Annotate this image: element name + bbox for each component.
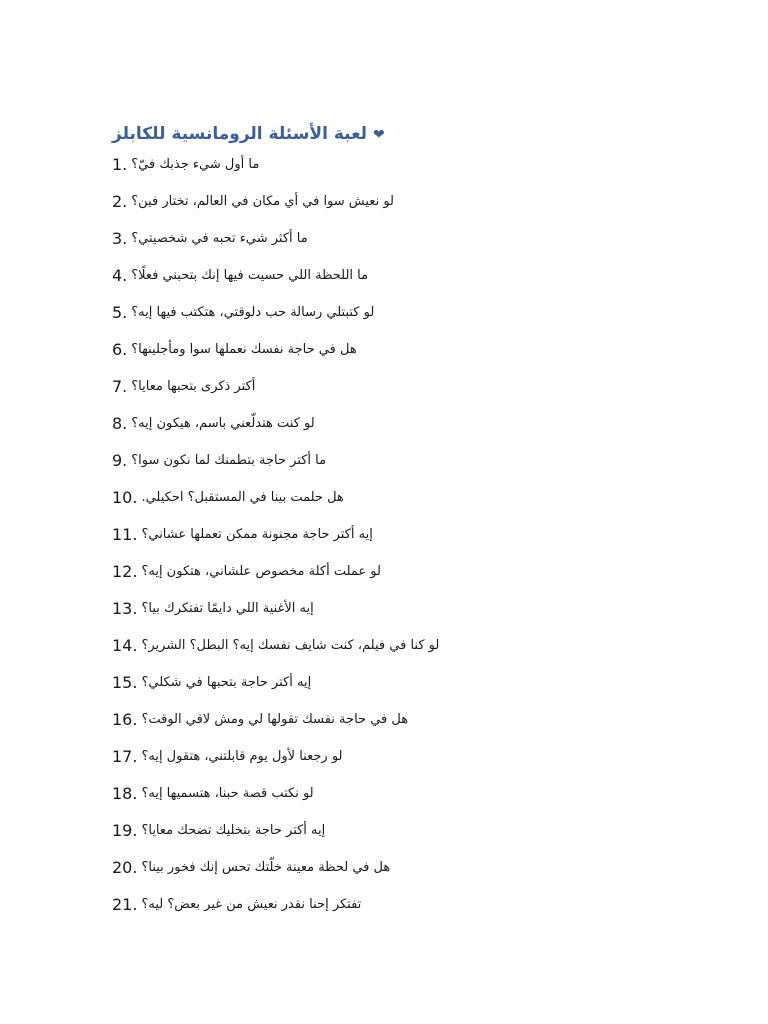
document-title — [112, 122, 672, 146]
question-text: إيه الأغنية اللي دايمًا تفتكرك بيا؟ — [141, 600, 314, 616]
question-number: 14. — [112, 635, 138, 655]
document-title-text: لعبة الأسئلة الرومانسية للكابلز — [112, 124, 368, 144]
question-text: لو كتبتلي رسالة حب دلوقتي، هتكتب فيها إيه؟ — [131, 304, 375, 320]
question-number: 3. — [112, 228, 128, 248]
document-body — [112, 122, 672, 923]
question-number: 4. — [112, 265, 128, 285]
question-text: تفتكر إحنا نقدر نعيش من غير بعض؟ ليه؟ — [141, 896, 362, 912]
question-text: لو عملت أكلة مخصوص علشاني، هتكون إيه؟ — [141, 563, 381, 579]
list-item — [112, 775, 672, 812]
question-list — [112, 146, 672, 923]
question-number: 9. — [112, 450, 128, 470]
question-text: إيه أكتر حاجة بتخليك تضحك معايا؟ — [141, 822, 326, 838]
question-number: 17. — [112, 746, 138, 766]
list-item — [112, 812, 672, 849]
question-text: هل في حاجة نفسك نعملها سوا ومأجلينها؟ — [131, 341, 357, 357]
question-text: هل حلمت بينا في المستقبل؟ احكيلي. — [141, 489, 344, 505]
question-number: 12. — [112, 561, 138, 581]
list-item — [112, 368, 672, 405]
list-item — [112, 294, 672, 331]
question-text: أكتر ذكرى بتحبها معايا؟ — [131, 378, 256, 394]
question-number: 2. — [112, 191, 128, 211]
question-number: 15. — [112, 672, 138, 692]
question-text: لو نعيش سوا في أي مكان في العالم، تختار فين؟ — [131, 193, 394, 209]
question-number: 18. — [112, 783, 138, 803]
question-number: 7. — [112, 376, 128, 396]
question-number: 16. — [112, 709, 138, 729]
list-item — [112, 701, 672, 738]
question-number: 11. — [112, 524, 138, 544]
question-text: هل في حاجة نفسك تقولها لي ومش لاقي الوقت؟ — [141, 711, 409, 727]
list-item — [112, 146, 672, 183]
question-text: إيه أكتر حاجة بتحبها في شكلي؟ — [141, 674, 312, 690]
question-number: 10. — [112, 487, 138, 507]
list-item — [112, 664, 672, 701]
list-item — [112, 886, 672, 923]
list-item — [112, 442, 672, 479]
question-number: 20. — [112, 857, 138, 877]
list-item — [112, 220, 672, 257]
question-text: ما أول شيء جذبك فيّ؟ — [131, 156, 260, 172]
list-item — [112, 405, 672, 442]
list-item — [112, 738, 672, 775]
list-item — [112, 331, 672, 368]
heart-icon: ❤ — [372, 127, 385, 143]
question-number: 6. — [112, 339, 128, 359]
question-text: ما أكتر حاجة بتطمنك لما نكون سوا؟ — [131, 452, 327, 468]
list-item — [112, 590, 672, 627]
list-item — [112, 627, 672, 664]
question-number: 21. — [112, 894, 138, 914]
list-item — [112, 516, 672, 553]
list-item — [112, 553, 672, 590]
question-text: ما أكثر شيء تحبه في شخصيتي؟ — [131, 230, 308, 246]
question-number: 8. — [112, 413, 128, 433]
question-text: لو رجعنا لأول يوم قابلتني، هتقول إيه؟ — [141, 748, 343, 764]
question-text: لو كنا في فيلم، كنت شايف نفسك إيه؟ البطل؟ الشرير؟ — [141, 637, 440, 653]
list-item — [112, 183, 672, 220]
list-item — [112, 257, 672, 294]
question-number: 5. — [112, 302, 128, 322]
list-item — [112, 849, 672, 886]
question-number: 19. — [112, 820, 138, 840]
question-text: هل في لحظة معينة خلّتك تحس إنك فخور بينا؟ — [141, 859, 391, 875]
list-item — [112, 479, 672, 516]
question-text: لو كنت هتدلّعني باسم، هيكون إيه؟ — [131, 415, 315, 431]
question-text: إيه أكتر حاجة مجنونة ممكن تعملها عشاني؟ — [141, 526, 373, 542]
question-text: ما اللحظة اللي حسيت فيها إنك بتحبني فعلًا؟ — [131, 267, 369, 283]
question-text: لو نكتب قصة حبنا، هتسميها إيه؟ — [141, 785, 314, 801]
question-number: 13. — [112, 598, 138, 618]
question-number: 1. — [112, 154, 128, 174]
